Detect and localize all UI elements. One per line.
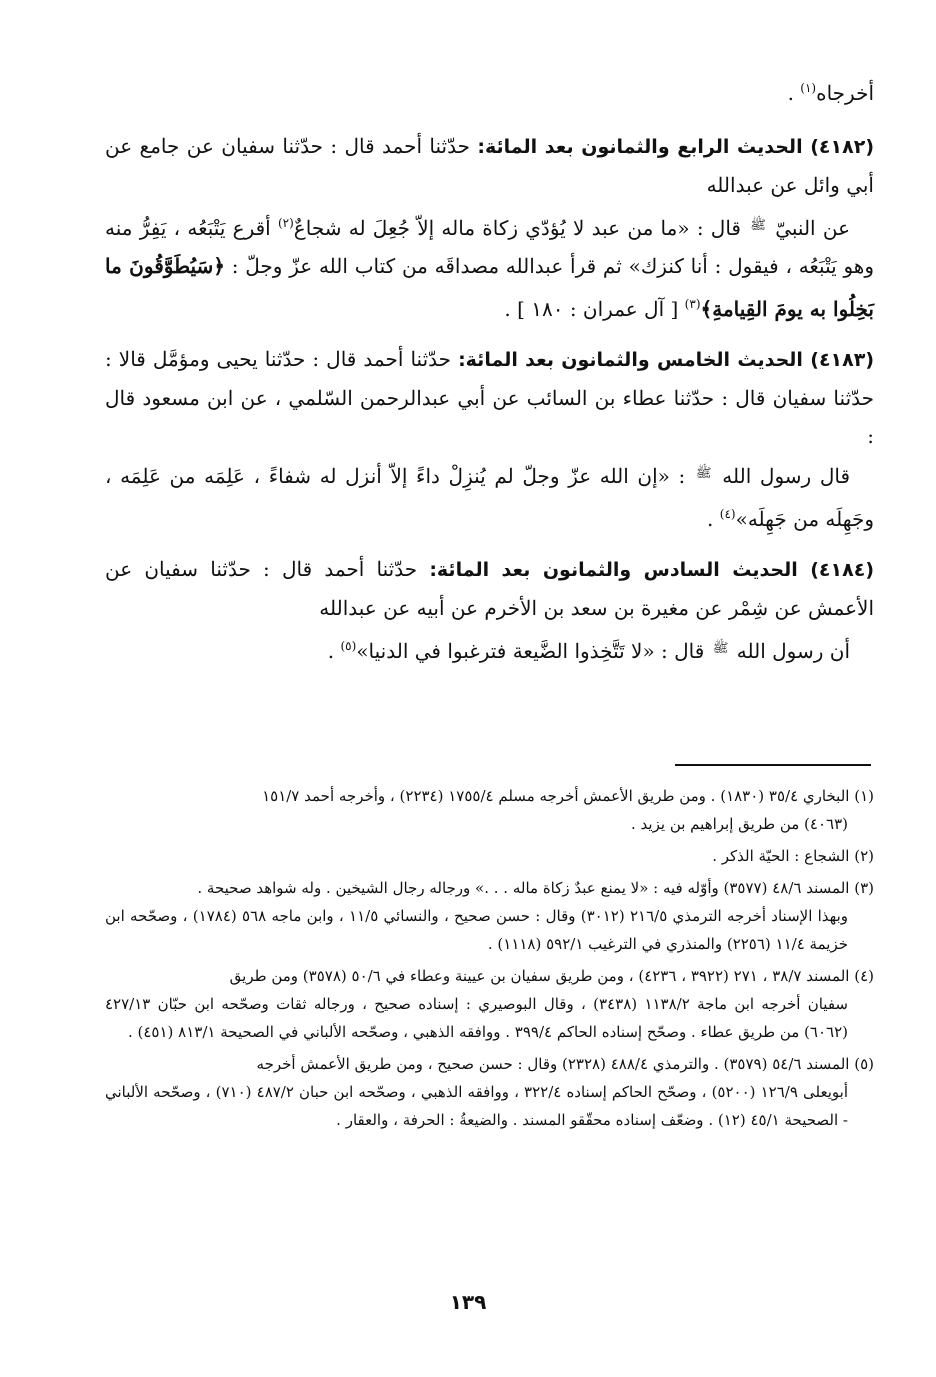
salawat-glyph: ﷺ [712, 641, 729, 656]
footnote-number: (٣) [854, 879, 874, 897]
hadith-matn: عن النبيّ $^ﷺ$ قال : «ما من عبد لا يُؤدّي زكاة ماله إلاّ جُعِلَ له شجاعٌ$^{(٢)}$ أقرع يَتْبَعُه ، يَفِرُّ منه وهو يَتْبَعُه ، فيقول : أنا كنزك» ثم قرأ عبدالله مصداقَه من كتاب الله عزّ وجلّ : ﴿سَيُطَوَّقُونَ ما بَخِلُوا به يومَ القِيامةِ﴾$^{(٣)}$ [ آل عمران : ١٨٠ ] . [105, 216, 874, 321]
opening-text: أخرجاه [816, 81, 874, 105]
hadith-heading: (٤١٨٤) الحديث السادس والثمانون بعد المائة: [429, 559, 874, 581]
footnote-1: (١) البخاري ٣٥/٤ (١٨٣٠) . ومن طريق الأعمش أخرجه مسلم ١٧٥٥/٤ (٢٢٣٤) ، وأخرجه أحمد ١٥١/٧ (٤٠٦٣) من طريق إبراهيم بن يزيد . [262, 787, 874, 833]
footnote-ref[interactable]: (٣) [684, 297, 701, 311]
footnote-number: (١) [854, 787, 874, 805]
hadith-isnad: (٤١٨٣) الحديث الخامس والثمانون بعد المائة: حدّثنا أحمد قال : حدّثنا يحيى ومؤمَّل قالا : حدّثنا سفيان قال : حدّثنا عطاء بن السائب عن أبي عبدالرحمن السّلمي ، عن ابن مسعود قال : [105, 347, 875, 448]
hadith-isnad: (٤١٨٢) الحديث الرابع والثمانون بعد المائة: حدّثنا أحمد قال : حدّثنا سفيان عن جامع عن أبي وائل عن عبدالله [105, 134, 874, 197]
footnote-ref[interactable]: (٢) [277, 216, 294, 230]
hadith-4183 [105, 340, 874, 538]
footnote-5: (٥) المسند ٥٤/٦ (٣٥٧٩) . والترمذي ٤٨٨/٤ (٢٣٢٨) وقال : حسن صحيح ، ومن طريق الأعمش أخرجه أبويعلى ١٢٦/٩ (٥٢٠٠) ، وصحّح الحاكم إسناده ٣٢٢/٤ ، ووافقه الذهبي ، وصحّحه ابن حبان ٤٨٧/٢ (٧١٠) ، وصحّحه الألباني - الصحيحة ٤٥/١ (١٢) . وضعّف إسناده محقّقو المسند . والضيعةُ : الحرفة ، والعقار . [105, 1055, 874, 1129]
salawat-glyph: ﷺ [750, 218, 766, 233]
footnote-number: (٢) [854, 847, 874, 865]
footnote-4: (٤) المسند ٣٨/٧ ، ٢٧١ (٣٩٢٢ ، ٤٢٣٦) ، ومن طريق سفيان بن عيينة وعطاء في ٥٠/٦ (٣٥٧٨) ومن طريق سفيان أخرجه ابن ماجة ١١٣٨/٢ (٣٤٣٨) ، وقال البوصيري : إسناده صحيح ، ورجاله ثقات وصحّحه ابن حبّان ٤٢٧/١٣ (٦٠٦٢) من طريق عطاء . وصحّح إسناده الحاكم ٣٩٩/٤ . ووافقه الذهبي ، وصحّحه الألباني في الصحيحة ٨١٣/١ (٤٥١) . [105, 967, 874, 1041]
hadith-matn: أن رسول الله $^ﷺ$ قال : «لا تَتَّخِذوا الضَّيعة فترغبوا في الدنيا»$^{(٥)}$ . [327, 639, 850, 663]
page-number: ١٣٩ [449, 1290, 487, 1314]
hadith-4184 [105, 550, 874, 670]
hadith-4182 [105, 127, 874, 328]
footnote-ref[interactable]: (٥) [340, 639, 357, 653]
footnote-divider [675, 764, 871, 766]
hadith-heading: (٤١٨٢) الحديث الرابع والثمانون بعد المائة: [477, 136, 874, 158]
footnote-number: (٥) [854, 1055, 874, 1073]
footnote-2: (٢) الشجاع : الحيّة الذكر . [712, 847, 874, 865]
salawat-glyph: ﷺ [695, 466, 712, 481]
footnotes-section [105, 782, 874, 1138]
footnote-ref[interactable]: (١) [800, 81, 817, 95]
footnote-ref[interactable]: (٤) [719, 507, 736, 521]
hadith-heading: (٤١٨٣) الحديث الخامس والثمانون بعد المائة: [458, 349, 875, 371]
quran-verse: ﴿سَيُطَوَّقُونَ ما بَخِلُوا به يومَ القِيامةِ﴾ [105, 254, 874, 321]
footnote-number: (٤) [854, 967, 874, 985]
footnote-3: (٣) المسند ٤٨/٦ (٣٥٧٧) وأوّله فيه : «لا يمنع عبدٌ زكاة ماله . . .» ورجاله رجال الشيخين . وله شواهد صحيحة . وبهذا الإسناد أخرجه الترمذي ٢١٦/٥ (٣٠١٢) وقال : حسن صحيح ، والنسائي ١١/٥ ، وابن ماجه ٥٦٨ (١٧٨٤) ، وصحّحه ابن خزيمة ١١/٤ (٢٢٥٦) والمنذري في الترغيب ٥٩٢/١ (١١١٨) . [105, 879, 874, 953]
hadith-isnad: (٤١٨٤) الحديث السادس والثمانون بعد المائة: حدّثنا أحمد قال : حدّثنا سفيان عن الأعمش عن شِمْر عن مغيرة بن سعد بن الأخرم عن أبيه عن عبدالله [105, 557, 874, 620]
opening-line: أخرجاه$^{(١)}$ . [787, 81, 874, 105]
hadith-matn: قال رسول الله $^ﷺ$ : «إن الله عزّ وجلّ لم يُنزِلْ داءً إلاّ أنزل له شفاءً ، عَلِمَه من عَلِمَه ، وجَهِلَه من جَهِلَه»$^{(٤)}$ . [105, 464, 874, 531]
